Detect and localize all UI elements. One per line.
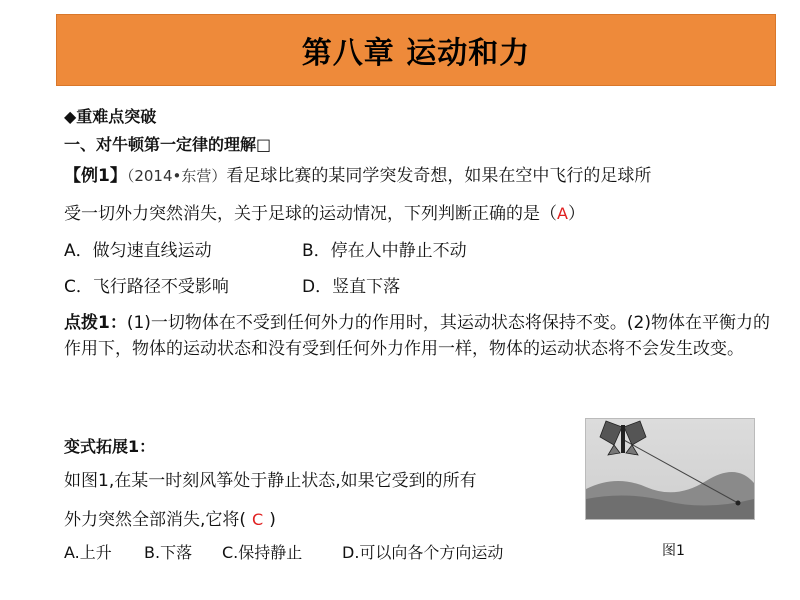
example-text-1: 看足球比赛的某同学突发奇想，如果在空中飞行的足球所 bbox=[226, 166, 652, 186]
section-heading: ◆重难点突破 bbox=[64, 107, 157, 126]
example-option-a: A．做匀速直线运动 bbox=[64, 241, 212, 261]
butterfly-kite bbox=[600, 421, 646, 455]
variant-option-a: A.上升 bbox=[64, 543, 112, 562]
example-source: （2014•东营） bbox=[126, 167, 227, 185]
figure-caption: 图1 bbox=[662, 543, 685, 559]
kite-figure-image bbox=[585, 418, 755, 520]
example-line-2 bbox=[64, 199, 585, 224]
example-close-paren: ） bbox=[567, 204, 585, 224]
variant-answer: C bbox=[252, 510, 264, 529]
variant-option-b: B.下落 bbox=[144, 543, 193, 562]
subheading-box: □ bbox=[256, 135, 272, 154]
kite-flyer bbox=[736, 501, 741, 506]
variant-line-2 bbox=[64, 505, 276, 530]
example-line-1 bbox=[64, 161, 651, 186]
chapter-title: 第八章 运动和力 bbox=[301, 36, 531, 71]
kite-illustration bbox=[586, 419, 754, 519]
variant-option-d: D.可以向各个方向运动 bbox=[342, 543, 504, 562]
tip-paragraph bbox=[64, 310, 776, 362]
section-subheading bbox=[64, 132, 271, 155]
variant-heading: 变式拓展1： bbox=[64, 437, 156, 456]
variant-text-2: 外力突然全部消失,它将( bbox=[64, 510, 247, 530]
subheading-text: 一、对牛顿第一定律的理解 bbox=[64, 135, 257, 154]
example-text-2: 受一切外力突然消失，关于足球的运动情况，下列判断正确的是（ bbox=[64, 204, 557, 224]
chapter-title-banner bbox=[56, 14, 776, 86]
example-label: 【例1】 bbox=[64, 166, 127, 186]
example-option-d: D．竖直下落 bbox=[302, 277, 401, 297]
variant-option-c: C.保持静止 bbox=[222, 543, 303, 562]
example-answer: A bbox=[557, 204, 568, 223]
example-option-b: B．停在人中静止不动 bbox=[302, 241, 467, 261]
tip-label: 点拨1： bbox=[64, 313, 127, 333]
tip-text: (1)一切物体在不受到任何外力的作用时，其运动状态将保持不变。(2)物体在平衡力的作用下，物体的运动状态和没有受到任何外力作用一样，物体的运动状态将不会发生改变。 bbox=[64, 313, 771, 359]
variant-line-1: 如图1,在某一时刻风筝处于静止状态,如果它受到的所有 bbox=[64, 471, 477, 491]
variant-close-paren: ) bbox=[269, 510, 276, 530]
example-option-c: C．飞行路径不受影响 bbox=[64, 277, 229, 297]
